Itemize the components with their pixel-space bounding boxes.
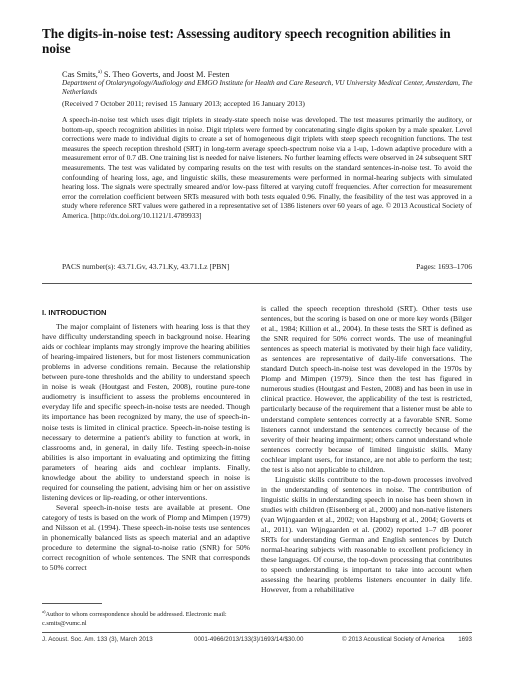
header-divider [42, 283, 472, 284]
footer-divider [42, 632, 472, 633]
right-column [261, 304, 472, 595]
pacs-numbers: PACS number(s): 43.71.Gv, 43.71.Ky, 43.71.Lz [PBN] [62, 262, 230, 271]
section-heading: I. INTRODUCTION [42, 308, 107, 317]
footnote-text: Author to whom correspondence should be addressed. Electronic mail: c.smits@vumc.nl [42, 611, 227, 627]
footer-copyright: © 2013 Acoustical Society of America [342, 636, 445, 643]
footer-page-number: 1693 [458, 636, 472, 643]
pacs-line [62, 262, 472, 272]
received-dates: (Received 7 October 2011; revised 15 January 2013; accepted 16 January 2013) [62, 99, 305, 108]
intro-paragraph-3: is called the speech reception threshold (SRT). Other tests use sentences, but the scoring is based on one or more key words (Bilger et al., 1984; Killion et al., 2004). In these tests the SRT is defined as the SNR required for 50% correct words. The use of meaningful sentences as speech material is motivated by their high face validity, as sentences are representative of daily-life conversations. The standard Dutch speech-in-noise test was developed in the 1970s by Plomp and Mimpen (1979). Since then the test has figured in numerous studies (Houtgast and Festen, 2008) and has been in use in clinical practice. However, the applicability of the test is restricted, particularly because of the requirement that a listener must be able to understand complete sentences correctly at a favorable SNR. Some listeners cannot understand the sentences correctly because of the severity of their hearing impairment; others cannot understand whole sentences correctly because of limited linguistic skills. Many cochlear implant users, for instance, are not able to perform the test; the test is also not applicable to children. [261, 304, 472, 474]
footer-journal: J. Acoust. Soc. Am. 133 (3), March 2013 [42, 636, 153, 643]
page-range: Pages: 1693–1706 [416, 262, 472, 271]
footnote-mark: a) [42, 609, 46, 614]
intro-paragraph-4: Linguistic skills contribute to the top-down processes involved in the understanding of sentences in noise. The contribution of linguistic skills in understanding speech in noise has been shown in studies with children (Eisenberg et al., 2000) and non-native listeners (van Wijngaarden et al., 2002; von Hapsburg et al., 2004; Goverts et al., 2011). van Wijngaarden et al. (2002) reported 1–7 dB poorer SRTs for understanding German and English sentences by Dutch normal-hearing subjects with reasonable to excellent proficiency in these languages. Of course, the top-down processing that contributes to speech understanding is important to take into account when assessing the hearing problems listeners encounter in daily life. However, from a rehabilitative [261, 474, 472, 595]
footnote [42, 608, 250, 628]
footnote-divider [42, 603, 102, 604]
author-first: Cas Smits, [62, 69, 98, 79]
intro-paragraph-2: Several speech-in-noise tests are available at present. One category of tests is based on the work of Plomp and Mimpen (1979) and Nilsson et al. (1994). These speech-in-noise tests use sentences in phonemically balanced lists as speech material and an adaptive procedure to determine the signal-to-noise ratio (SNR) for 50% correct recognition of whole sentences. The SNR that corresponds to 50% correct [42, 502, 250, 573]
abstract: A speech-in-noise test which uses digit triplets in steady-state speech noise was developed. The test measures primarily the auditory, or bottom-up, speech recognition abilities in noise. Digit triplets were formed by concatenating single digits spoken by a male speaker. Level corrections were made to individual digits to create a set of homogeneous digit triplets with steep speech recognition functions. The test measures the speech reception threshold (SRT) in long-term average speech-spectrum noise via a 1-up, 1-down adaptive procedure with a measurement error of 0.7 dB. One training list is needed for naive listeners. No further learning effects were observed in 24 subsequent SRT measurements. The test was validated by comparing results on the test with results on the standard sentences-in-noise test. To avoid the confounding of hearing loss, age, and linguistic skills, these measurements were performed in normal-hearing subjects with simulated hearing loss. The signals were spectrally smeared and/or low-pass filtered at varying cutoff frequencies. After correction for measurement error the correlation coefficient between SRTs measured with both tests equaled 0.96. Finally, the feasibility of the test was approved in a study where reference SRT values were gathered in a representative set of 1386 listeners over 60 years of age. © 2013 Acoustical Society of America. [http://dx.doi.org/10.1121/1.4789933] [62, 115, 472, 220]
footer-issn: 0001-4966/2013/133(3)/1693/14/$30.00 [194, 636, 304, 643]
intro-paragraph-1: The major complaint of listeners with hearing loss is that they have difficulty understanding speech in background noise. Hearing aids or cochlear implants may strongly improve the hearing abilities of hearing-impaired listeners, but for most listeners communication problems in adverse conditions remain. Because the relationship between pure-tone thresholds and the ability to understand speech in noise is weak (Houtgast and Festen, 2008), routine pure-tone audiometry is insufficient to assess the problems encountered in everyday life and specific speech-in-noise tests are needed. Though its importance has been recognized by many, the use of speech-in-noise tests is limited in clinical practice. Speech-in-noise testing is necessary to determine a patient's ability to function at work, in classrooms and, in general, in daily life. Testing speech-in-noise abilities is also important in evaluating and optimizing the fitting parameters of hearing aids and cochlear implants. Finally, knowledge about the ability to understand speech in noise is required for counseling the patient, advising him or her on assistive listening devices or lip-reading, or other interventions. [42, 322, 250, 502]
author-rest: S. Theo Goverts, and Joost M. Festen [101, 69, 230, 79]
footnote-marker: a) [97, 70, 102, 75]
left-column [42, 308, 250, 573]
article-title: The digits-in-noise test: Assessing auditory speech recognition abilities in noise [42, 26, 451, 56]
affiliation: Department of Otolaryngology/Audiology and EMGO Institute for Health and Care Research, VU University Medical Center, Amsterdam, The Netherlands [62, 79, 473, 96]
